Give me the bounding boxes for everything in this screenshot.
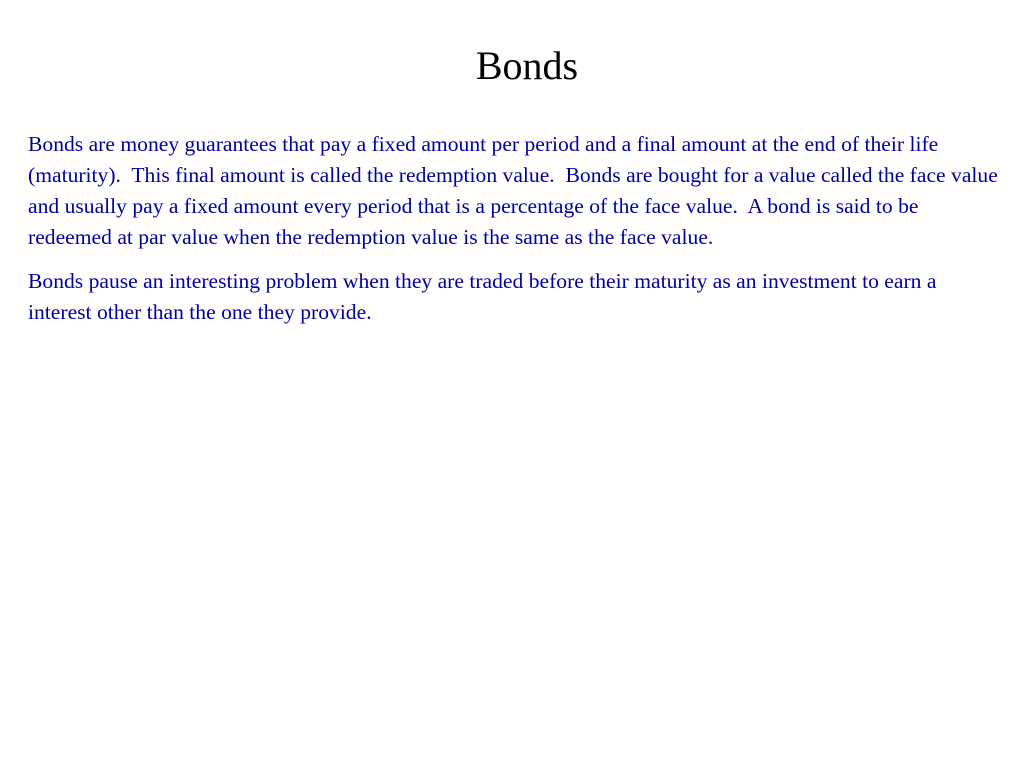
body-paragraph-trading: Bonds pause an interesting problem when they are traded before their maturity as an investment to earn a interest other than the one they provide. <box>28 269 942 324</box>
body-paragraph-definition: Bonds are money guarantees that pay a fixed amount per period and a final amount at the end of their life (maturity). This final amount is called the redemption value. Bonds are bought for a value called the face value and usually pay a fixed amount every period that is a percentage of the face value. A bond is said to be redeemed at par value when the redemption value is the same as the face value. <box>28 132 1004 249</box>
slide-title-text: Bonds <box>475 43 579 88</box>
slide-title <box>0 38 1024 94</box>
slide-body <box>28 129 1004 341</box>
